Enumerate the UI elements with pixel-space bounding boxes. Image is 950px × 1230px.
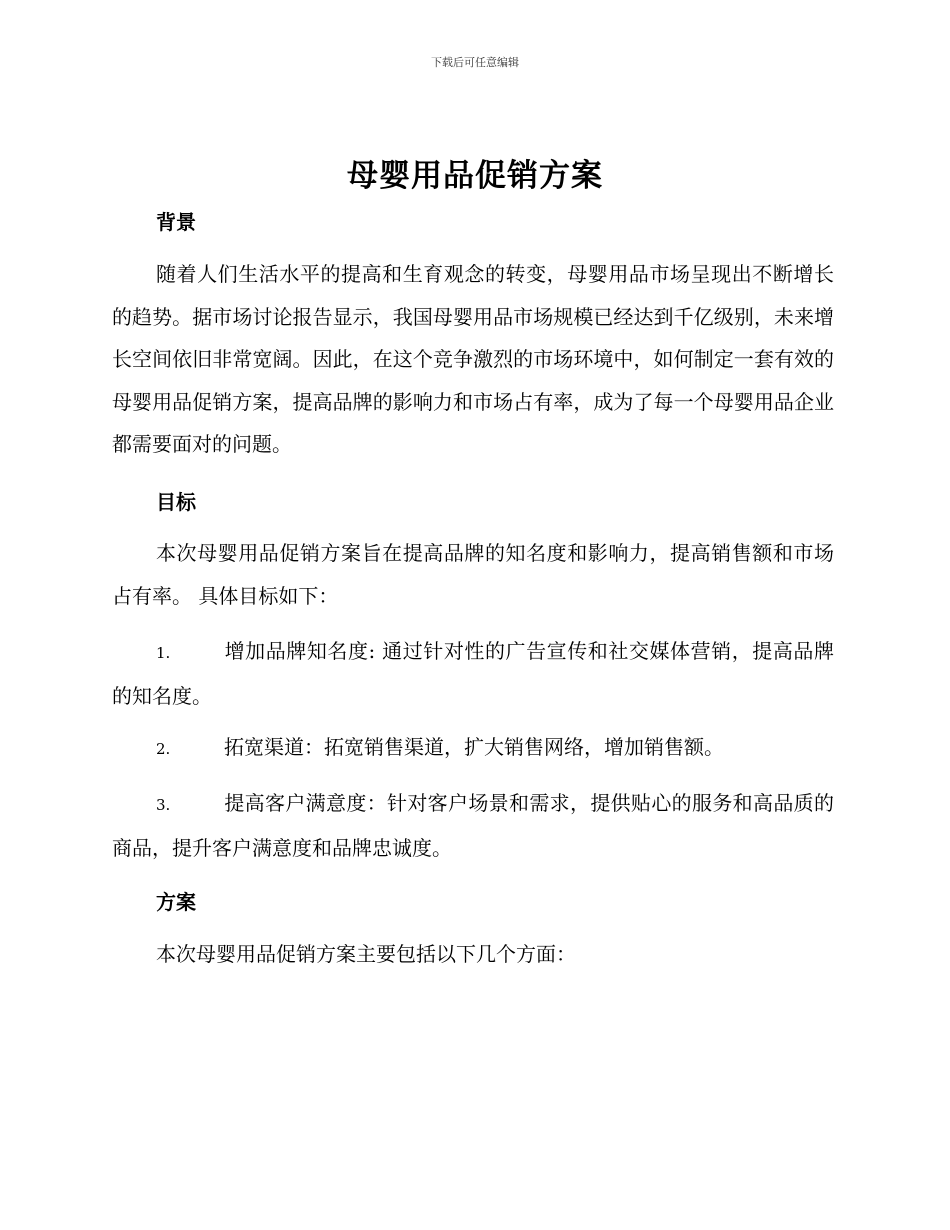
background-paragraph: 随着人们生活水平的提高和生育观念的转变，母婴用品市场呈现出不断增长的趋势。据市场讨论报告显示，我国母婴用品市场规模已经达到千亿级别，未来增长空间依旧非常宽阔。因此，在这个竞争激烈的市场环境中，如何制定一套有效的母婴用品促销方案，提高品牌的影响力和市场占有率，成为了每一个母婴用品企业都需要面对的问题。 — [112, 262, 834, 456]
list-item-text: 拓宽渠道：拓宽销售渠道，扩大销售网络，增加销售额。 — [224, 735, 724, 759]
goal-list-item — [112, 630, 834, 717]
list-item-text: 提高客户满意度：针对客户场景和需求，提供贴心的服务和高品质的商品，提升客户满意度和品牌忠诚度。 — [112, 791, 834, 860]
list-item-text: 增加品牌知名度: 通过针对性的广告宣传和社交媒体营销，提高品牌的知名度。 — [112, 639, 834, 708]
goal-paragraph: 本次母婴用品促销方案旨在提高品牌的知名度和影响力，提高销售额和市场占有率。 具体目标如下： — [112, 541, 834, 608]
page-header-note: 下载后可任意编辑 — [431, 56, 519, 69]
list-item-number: 3. — [156, 796, 171, 814]
goal-list-item — [112, 726, 834, 771]
goal-list-item — [112, 782, 834, 869]
list-item-number: 1. — [156, 644, 171, 662]
section-heading-goal: 目标 — [156, 490, 196, 514]
document-title: 母婴用品促销方案 — [347, 158, 603, 194]
section-heading-plan: 方案 — [156, 890, 196, 914]
list-item-number: 2. — [156, 740, 171, 758]
plan-paragraph: 本次母婴用品促销方案主要包括以下几个方面： — [156, 942, 576, 966]
section-heading-background: 背景 — [156, 210, 196, 234]
